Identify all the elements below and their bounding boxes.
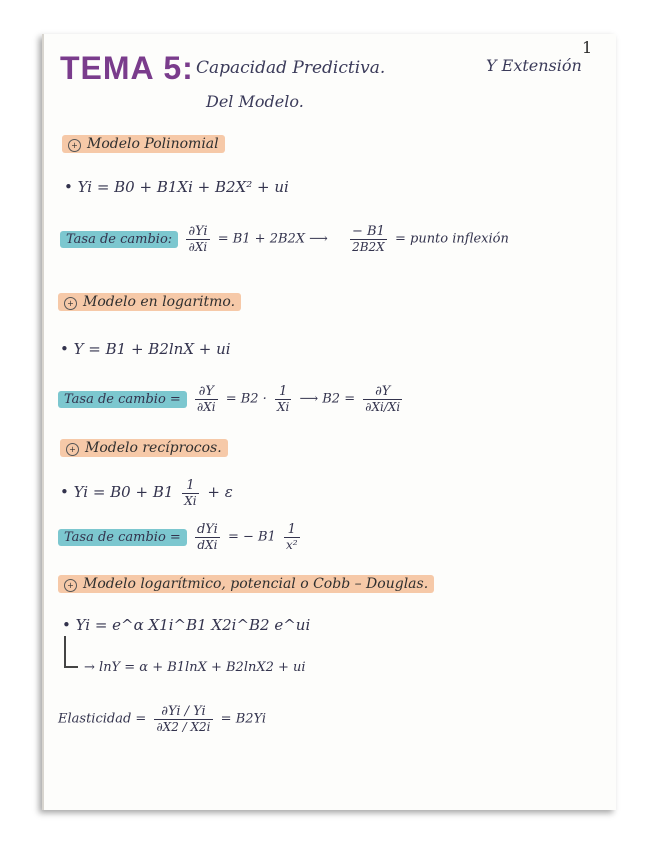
fraction: $\frac{\partial Y}{\partial Xi}$ [196,384,216,414]
section-heading-cobb-douglas: + Modelo logarítmico, potencial o Cobb – Douglas. [58,576,434,592]
rate-rhs: = B1 + 2B2X ⟶ [217,231,328,247]
page-title: TEMA 5: [60,50,194,86]
rate-rhs: = B2 · [225,391,271,407]
circle-bullet-icon: + [68,139,81,152]
down-right-arrow-icon [64,636,78,668]
elasticity-rhs: = B2Yi [220,711,267,727]
equation-cobb-douglas: • Yi = e^α X1i^B1 X2i^B2 e^ui [62,616,311,634]
circle-bullet-icon: + [66,443,79,456]
section-heading-reciprocos: + Modelo recíprocos. [60,440,228,456]
rate-label: Tasa de cambio: [60,231,178,248]
rate-row-polinomial [60,224,509,254]
fraction: $\frac{\partial Yi / Yi}{\partial X2 / X2i}$ [156,704,211,734]
page-subtitle-extension: Y Extensión [486,56,582,75]
equation-reciprocos: • Yi = B0 + B1 $\frac{1}{Xi}$ + ε [60,478,233,508]
section-heading-polinomial: + Modelo Polinomial [62,136,225,152]
elasticity-row [58,704,266,734]
rate-label: Tasa de cambio = [58,529,187,546]
equation-logaritmo: • Y = B1 + B2lnX + ui [60,340,231,358]
circle-bullet-icon: + [64,579,77,592]
fraction: $\frac{\partial Yi}{\partial Xi}$ [188,224,208,254]
rate-row-reciprocos [58,522,304,552]
fraction: $\frac{1}{Xi}$ [184,478,197,508]
arrow-text: ⟶ B2 = [299,391,356,407]
inflection-label: = punto inflexión [394,231,509,247]
equation-polinomial: • Yi = B0 + B1Xi + B2X² + ui [64,178,289,196]
section-heading-logaritmo: + Modelo en logaritmo. [58,294,241,310]
fraction: $\frac{\text{dYi}}{\text{dXi}}$ [196,522,218,552]
page-number: 1 [582,38,593,57]
page-subtitle: Capacidad Predictiva. [196,58,386,78]
fraction-inflection: $\frac{- B1}{2B2X}$ [351,224,385,254]
rate-rhs: = − B1 [227,529,276,545]
fraction-mid: $\frac{1}{Xi}$ [276,384,290,414]
fraction-extra: $\frac{\partial Y}{\partial Xi/Xi}$ [365,384,401,414]
equation-cobb-douglas-log: → lnY = α + B1lnX + B2lnX2 + ui [84,660,306,675]
circle-bullet-icon: + [64,297,77,310]
page-subtitle-line2: Del Modelo. [206,92,304,111]
rate-row-logaritmo [58,384,406,414]
rate-label: Tasa de cambio = [58,391,187,408]
fraction-mid: $\frac{1}{\text{x²}}$ [285,522,298,552]
elasticity-label: Elasticidad = [58,711,147,727]
